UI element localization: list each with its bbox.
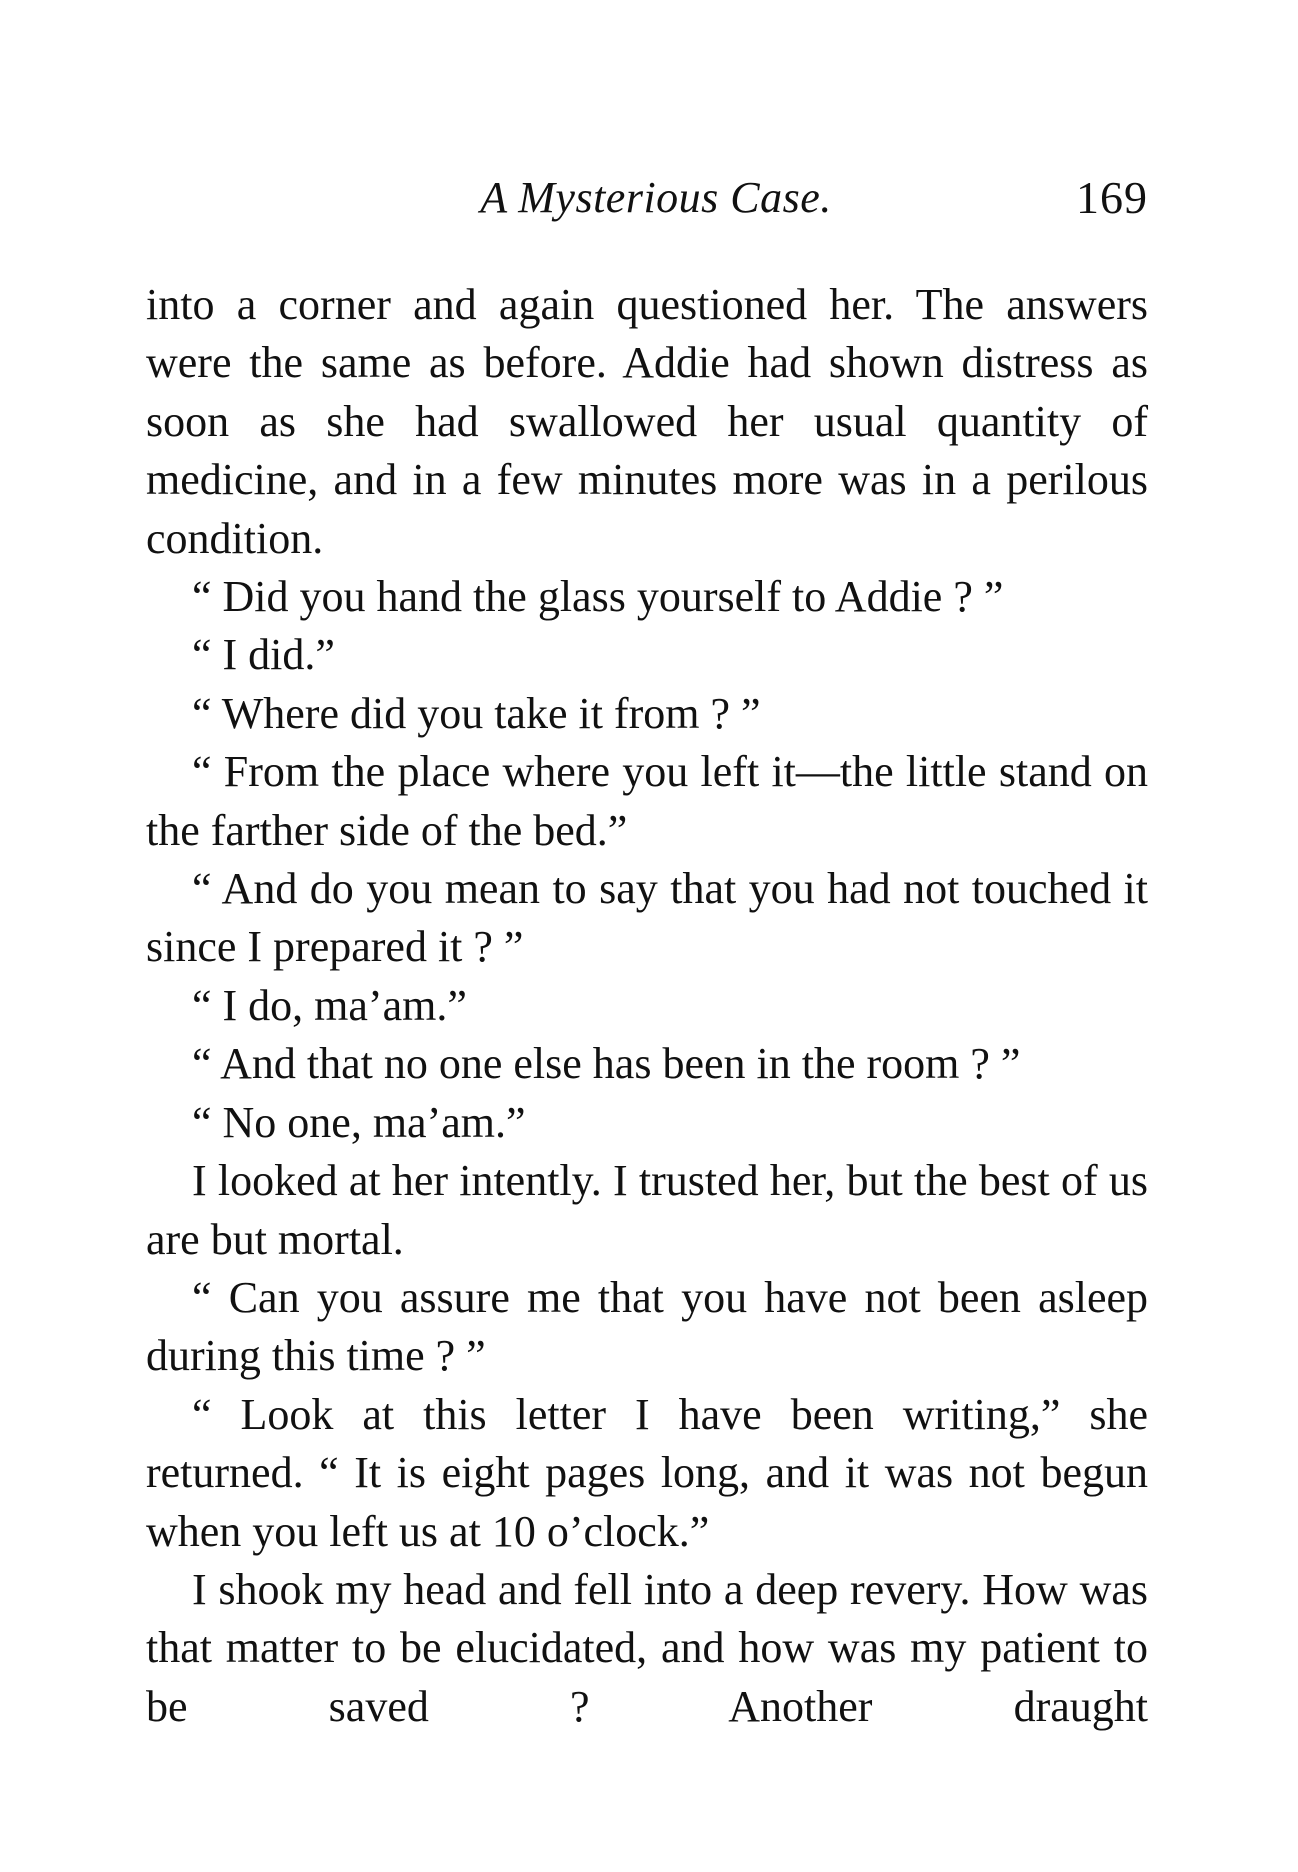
running-title: A Mysterious Case. — [480, 173, 832, 222]
paragraph: “ Did you hand the glass yourself to Addie ? ” — [192, 572, 1004, 622]
paragraph: I looked at her intently. I trusted her, but the best of us are but mortal. — [146, 1156, 1148, 1264]
paragraph: “ I do, ma’am.” — [192, 980, 467, 1030]
paragraph: “ Where did you take it from ? ” — [192, 688, 761, 738]
paragraph: I shook my head and fell into a deep revery. How was that matter to be elucidated, and how was my patient to be saved ? Another draught — [146, 1564, 1148, 1731]
paragraph: “ And do you mean to say that you had not touched it since I prepared it ? ” — [146, 864, 1148, 972]
page-number: 169 — [1076, 172, 1148, 223]
body-text — [146, 276, 1148, 1736]
paragraph: “ Can you assure me that you have not been asleep during this time ? ” — [146, 1272, 1148, 1381]
paragraph: into a corner and again questioned her. The answers were the same as before. Addie had shown distress as soon as she had swallowed her usual quantity of medicine, and in a few minutes more was in a perilous condition. — [146, 280, 1148, 563]
paragraph: “ From the place where you left it—the little stand on the farther side of the bed.” — [146, 747, 1148, 855]
paragraph: “ I did.” — [192, 630, 335, 680]
running-head — [146, 168, 1148, 228]
paragraph: “ Look at this letter I have been writing,” she returned. “ It is eight pages long, and it was not begun when you left us at 10 o’clock.” — [146, 1389, 1148, 1556]
paragraph: “ And that no one else has been in the room ? ” — [192, 1039, 1021, 1089]
paragraph: “ No one, ma’am.” — [192, 1097, 526, 1147]
